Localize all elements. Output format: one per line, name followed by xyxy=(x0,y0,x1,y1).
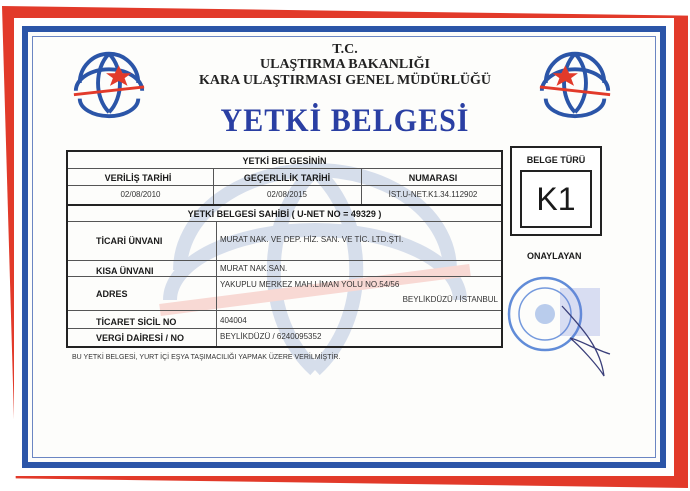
certificate-table xyxy=(66,150,503,348)
document-title: YETKİ BELGESİ xyxy=(220,102,470,139)
address-label: ADRES xyxy=(96,289,128,299)
approver-label: ONAYLAYAN xyxy=(527,251,582,261)
holder-header: YETKİ BELGESİ SAHİBİ ( U-NET NO = 49329 ) xyxy=(187,209,382,219)
footnote: BU YETKİ BELGESİ, YURT İÇİ EŞYA TAŞIMACILIĞI YAPMAK ÜZERE VERİLMİŞTİR. xyxy=(72,354,341,361)
issue-date-label: VERİLİŞ TARİHİ xyxy=(104,173,172,183)
address-city-value: BEYLİKDÜZÜ / İSTANBUL xyxy=(402,295,498,304)
tax-office-value: BEYLİKDÜZÜ / 6240095352 xyxy=(220,332,322,341)
short-name-label: KISA ÜNVANI xyxy=(96,266,154,276)
number-value: İST.U-NET.K1.34.112902 xyxy=(388,190,478,199)
validity-date-value: 02/08/2015 xyxy=(266,190,308,199)
address-value: YAKUPLU MERKEZ MAH.LİMAN YOLU NO.54/56 xyxy=(220,280,400,289)
section-header: YETKİ BELGESİNİN xyxy=(242,156,327,166)
issue-date-value: 02/08/2010 xyxy=(120,190,161,199)
number-label: NUMARASI xyxy=(408,173,458,183)
tax-office-label: VERGİ DAİRESİ / NO xyxy=(96,333,185,343)
certificate-type-label: BELGE TÜRÜ xyxy=(526,155,586,165)
short-name-value: MURAT NAK.SAN. xyxy=(220,264,288,273)
trade-name-value: MURAT NAK. VE DEP. HİZ. SAN. VE TİC. LTD.ŞTİ. xyxy=(220,235,404,244)
seal-stamp-icon xyxy=(500,266,620,386)
certificate-type-value: K1 xyxy=(520,170,592,228)
certificate-type-box xyxy=(510,146,602,236)
header-tc: T.C. xyxy=(332,42,358,57)
trade-name-label: TİCARİ ÜNVANI xyxy=(96,236,163,246)
trade-registry-label: TİCARET SİCİL NO xyxy=(96,317,177,327)
trade-registry-value: 404004 xyxy=(220,316,247,325)
validity-date-label: GEÇERLİLİK TARİHİ xyxy=(243,173,331,183)
header-ministry: ULAŞTIRMA BAKANLIĞI xyxy=(260,57,430,72)
header-directorate: KARA ULAŞTIRMASI GENEL MÜDÜRLÜĞÜ xyxy=(198,73,492,88)
